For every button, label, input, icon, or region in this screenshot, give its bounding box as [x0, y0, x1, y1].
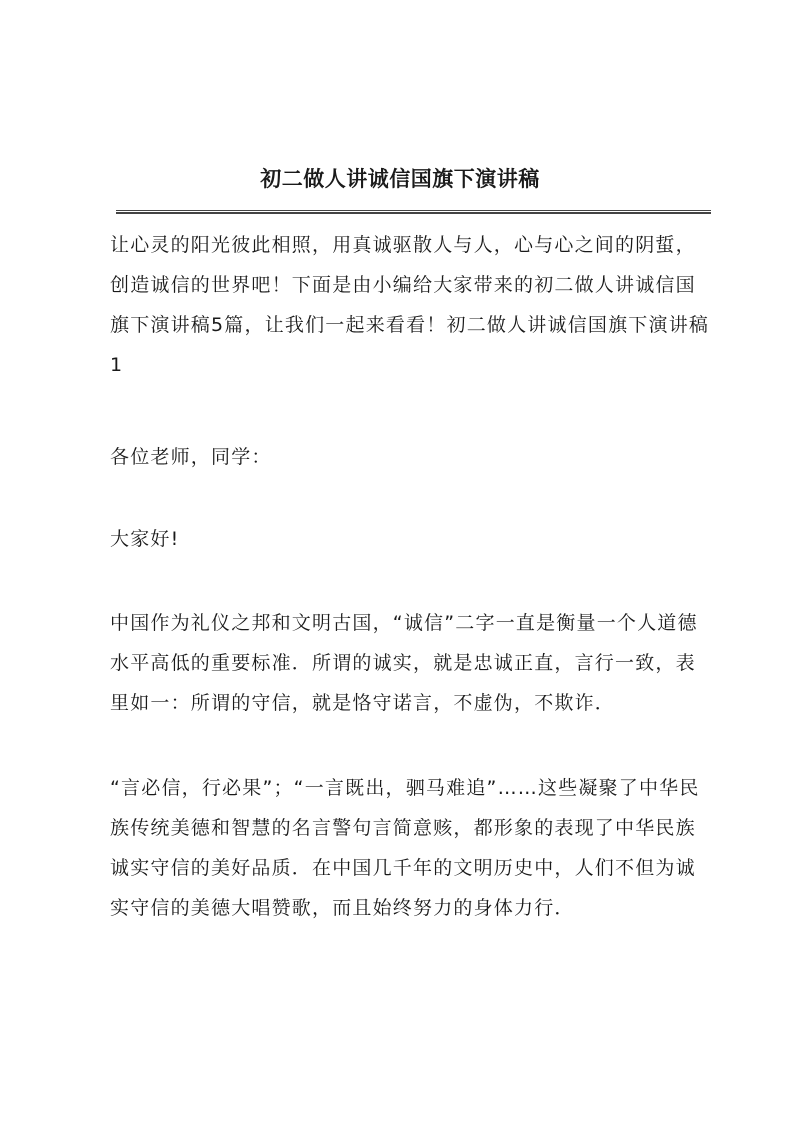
paragraph-greeting: 大家好! — [110, 528, 180, 550]
title-divider — [116, 210, 711, 214]
paragraph-salutation: 各位老师，同学： — [110, 446, 272, 468]
paragraph-integrity-definition: 中国作为礼仪之邦和文明古国，“诚信”二字一直是衡量一个人道德水平高低的重要标准．所谓的诚实，就是忠诚正直，言行一致，表里如一：所谓的守信，就是恪守诺言，不虚伪，不欺诈． — [110, 612, 698, 714]
paragraph-intro: 让心灵的阳光彼此相照，用真诚驱散人与人，心与心之间的阴蜇，创造诚信的世界吧！下面是由小编给大家带来的初二做人讲诚信国旗下演讲稿5篇，让我们一起来看看！初二做人讲诚信国旗下演讲稿1 — [110, 234, 710, 376]
paragraph-proverbs: “言必信，行必果”；“一言既出，驷马难追”……这些凝聚了中华民族传统美德和智慧的名言警句言简意赅，都形象的表现了中华民族诚实守信的美好品质．在中国几千年的文明历史中，人们不但为诚实守信的美德大唱赞歌，而且始终努力的身体力行． — [110, 777, 700, 919]
document-title: 初二做人讲诚信国旗下演讲稿 — [260, 166, 540, 191]
